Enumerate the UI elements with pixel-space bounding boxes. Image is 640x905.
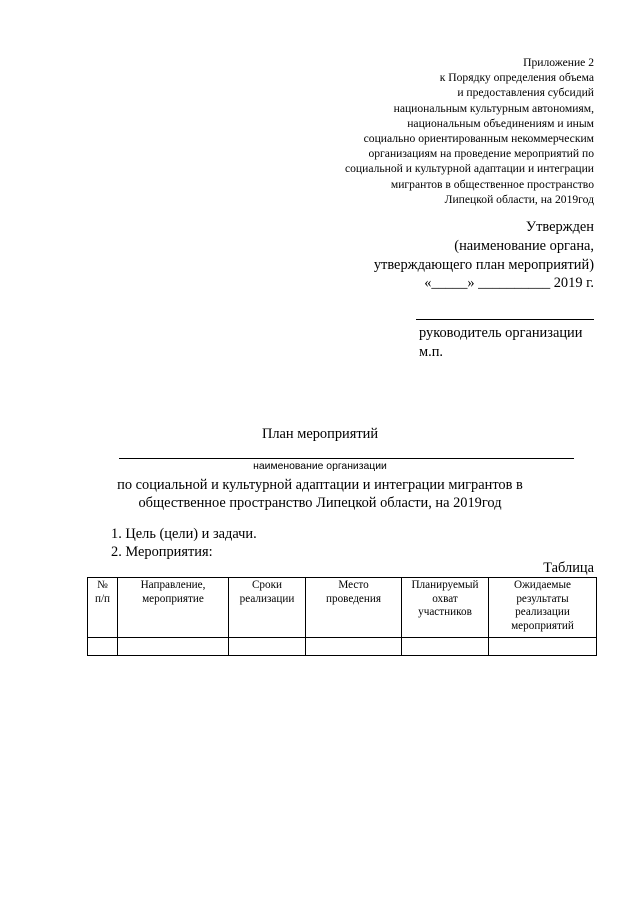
organization-name-line [119, 458, 574, 459]
appendix-header [254, 55, 594, 207]
table-cell [88, 638, 118, 656]
signature-line [416, 319, 594, 320]
column-header-coverage [402, 578, 489, 638]
appendix-line: Липецкой области, на 2019год [444, 192, 594, 206]
appendix-line: организациям на проведение мероприятий по [368, 147, 594, 161]
column-header-results [489, 578, 597, 638]
appendix-line: и предоставления субсидий [457, 86, 594, 100]
approval-date-line: «_____» __________ 2019 г. [424, 275, 594, 292]
column-header-terms [229, 578, 306, 638]
plan-subtitle [0, 476, 640, 512]
appendix-line: социально ориентированным некоммерческим [363, 132, 594, 146]
column-header-direction [118, 578, 229, 638]
section-events: 2. Мероприятия: [111, 544, 213, 560]
approval-line: (наименование органа, [454, 237, 594, 254]
appendix-line: социальной и культурной адаптации и интеграции [344, 162, 594, 176]
table-cell [306, 638, 402, 656]
events-table [87, 577, 597, 656]
approval-line: утверждающего план мероприятий) [373, 256, 594, 273]
section-goals: 1. Цель (цели) и задачи. [111, 526, 257, 542]
column-header-number [88, 578, 118, 638]
organization-caption: наименование организации [253, 461, 387, 472]
plan-title: План мероприятий [261, 426, 379, 442]
appendix-line: национальным объединениям и иным [407, 116, 594, 130]
column-header-label: Ожидаемые результаты реализации мероприятий [511, 579, 574, 632]
table-cell [402, 638, 489, 656]
column-header-place [306, 578, 402, 638]
column-header-label: № п/п [94, 579, 111, 605]
appendix-line: к Порядку определения объема [439, 71, 594, 85]
appendix-line: Приложение 2 [523, 56, 594, 69]
appendix-line: мигрантов в общественное пространство [390, 177, 594, 191]
table-label: Таблица [543, 560, 594, 576]
table-cell [489, 638, 597, 656]
table-header-row [88, 578, 597, 638]
table-cell [118, 638, 229, 656]
column-header-label: Планируемый охват участников [411, 579, 479, 618]
approval-line: Утвержден [525, 219, 594, 235]
plan-subtitle-line: общественное пространство Липецкой области, на 2019год [138, 495, 502, 511]
column-header-label: Направление, мероприятие [140, 579, 206, 605]
approval-block [294, 218, 594, 293]
head-role-label: руководитель организации [419, 325, 583, 341]
table-row [88, 638, 597, 656]
stamp-label: м.п. [419, 344, 444, 360]
table-cell [229, 638, 306, 656]
column-header-label: Сроки реализации [239, 579, 295, 605]
appendix-line: национальным культурным автономиям, [393, 101, 594, 115]
plan-subtitle-line: по социальной и культурной адаптации и интеграции мигрантов в [117, 477, 523, 493]
column-header-label: Место проведения [326, 579, 381, 605]
